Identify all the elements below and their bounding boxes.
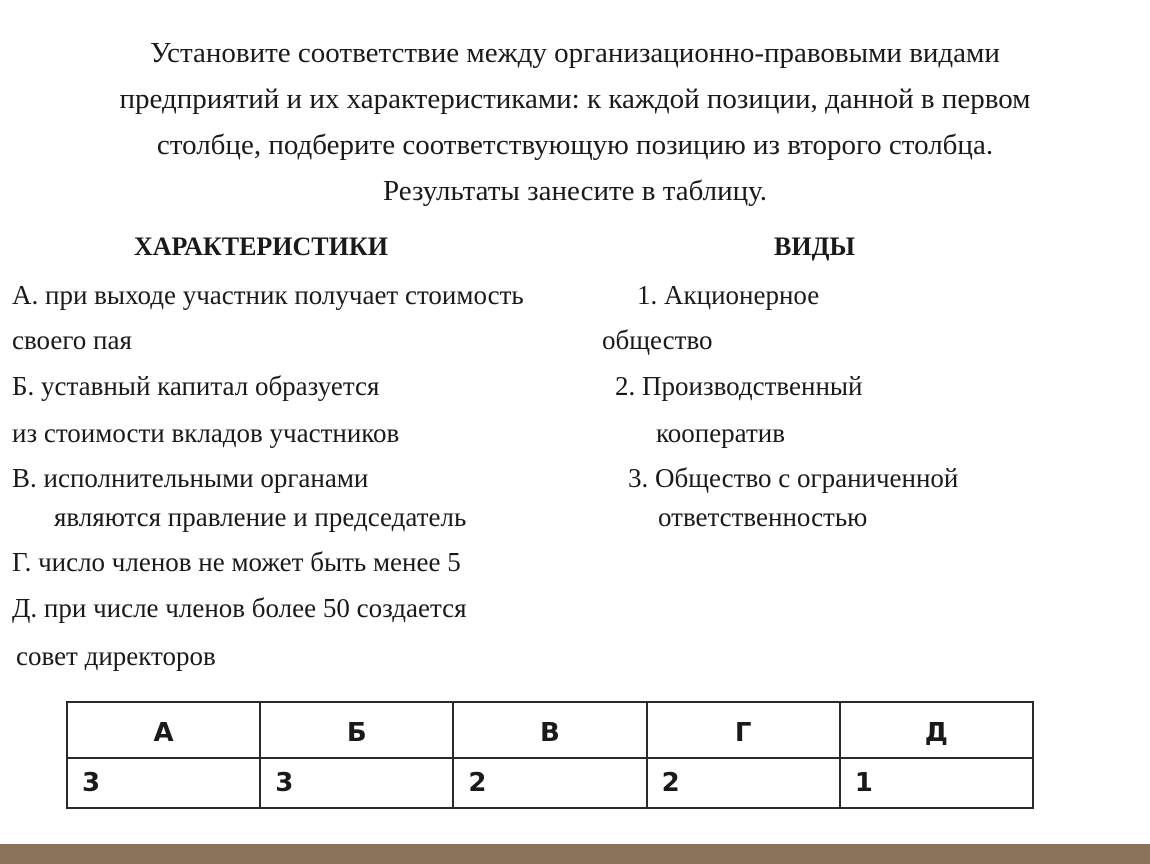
type-1-line: 1. Акционерное — [637, 280, 820, 310]
instruction-line: предприятий и их характеристиками: к каждой позиции, данной в первом — [119, 83, 1031, 115]
type-3-line: ответственностью — [658, 502, 868, 532]
answer-value-cell: 3 — [67, 758, 260, 808]
answer-value-cell: 3 — [260, 758, 453, 808]
answer-header-cell: А — [67, 702, 260, 758]
characteristic-d-line: Д. при числе членов более 50 создается — [12, 593, 467, 623]
answer-header-cell: Д — [840, 702, 1033, 758]
answer-header-cell: В — [453, 702, 646, 758]
instruction-line: Результаты занесите в таблицу. — [382, 175, 768, 207]
answer-header-cell: Б — [260, 702, 453, 758]
type-2-line: 2. Производственный — [615, 371, 863, 401]
answer-value-cell: 2 — [647, 758, 840, 808]
answer-table-values-row — [67, 758, 1033, 808]
answer-value-cell: 1 — [840, 758, 1033, 808]
characteristic-g-line: Г. число членов не может быть менее 5 — [12, 547, 461, 577]
characteristic-a-line: своего пая — [12, 325, 132, 355]
type-3-line: 3. Общество с ограниченной — [628, 463, 959, 493]
types-heading: ВИДЫ — [774, 232, 855, 261]
characteristic-b-line: Б. уставный капитал образуется — [12, 371, 380, 401]
characteristic-v-line: являются правление и председатель — [54, 502, 467, 532]
instruction-line: столбце, подберите соответствующую позицию из второго столбца. — [156, 129, 994, 161]
characteristic-a-line: А. при выходе участник получает стоимость — [12, 280, 524, 310]
answer-header-cell: Г — [647, 702, 840, 758]
task-instructions — [0, 30, 1150, 214]
answer-table — [66, 701, 1034, 809]
answer-value-cell: 2 — [453, 758, 646, 808]
characteristic-b-line: из стоимости вкладов участников — [12, 418, 400, 448]
type-1-line: общество — [602, 325, 713, 355]
instruction-line: Установите соответствие между организационно-правовыми видами — [150, 37, 1000, 69]
characteristics-heading: ХАРАКТЕРИСТИКИ — [134, 232, 388, 261]
answer-table-header-row — [67, 702, 1033, 758]
type-2-line: кооператив — [656, 418, 785, 448]
characteristic-v-line: В. исполнительными органами — [12, 463, 369, 493]
characteristic-d-line: совет директоров — [16, 641, 216, 671]
footer-bar — [0, 844, 1150, 864]
